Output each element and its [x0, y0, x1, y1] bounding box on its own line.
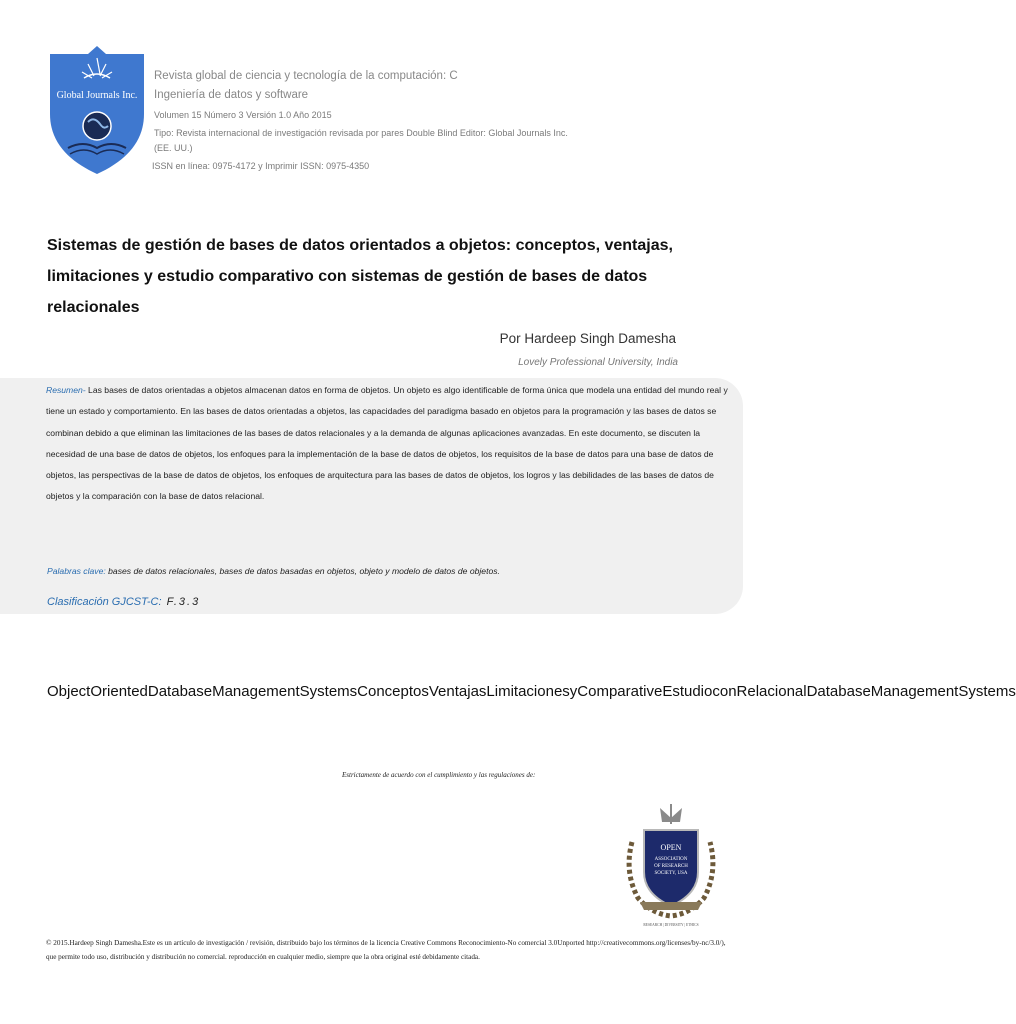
author-affiliation: Lovely Professional University, India [518, 357, 678, 368]
classification-value: F.3.3 [161, 596, 201, 608]
abstract-text: Las bases de datos orientadas a objetos almacenan datos en forma de objetos. Un objeto es algo identificable de forma única que modela una entidad del mundo real y tiene un estado y comportamiento. En las bases de datos orientadas a objetos, las capacidades del paradigma basado en objetos para la programación y las bases de datos se combinan debido a que eliminan las limitaciones de las bases de datos relacionales y a la demanda de algunas aplicaciones avanzadas. En este documento, se discuten la necesidad de una base de datos de objetos, los enfoques para la implementación de la base de datos de objetos, los requisitos de la base de datos para una base de datos de objetos, las perspectivas de la base de datos de objetos, los enfoques de arquitectura para las bases de datos de objetos, los logros y las debilidades de las bases de datos de objetos y la comparación con la base de datos relacional. [46, 385, 728, 502]
classification [47, 596, 200, 608]
shield-logo-icon [48, 44, 146, 176]
abstract-label: Resumen- [46, 385, 86, 395]
seal-line4: SOCIETY, USA [654, 871, 688, 876]
seal-line3: OF RESEARCH [654, 864, 688, 869]
keywords [47, 566, 500, 576]
association-seal [618, 802, 724, 930]
seal-line2: ASSOCIATION [654, 857, 688, 862]
license-text: © 2015.Hardeep Singh Damesha.Este es un artículo de investigación / revisión, distribuido bajo los términos de la licencia Creative Commons Reconocimiento-No comercial 3.0Unported http://creativecommons.org/licenses/by-nc/3.0/), que permite todo uso, distribución y distribución no comercial. reproducción en cualquier medio, siempre que la obra original esté debidamente citada. [46, 939, 726, 961]
abstract [46, 380, 728, 508]
journal-name: Revista global de ciencia y tecnología de la computación: C [154, 70, 458, 82]
journal-section: Ingeniería de datos y software [154, 89, 309, 101]
author-name: Por Hardeep Singh Damesha [499, 331, 676, 346]
journal-type: Tipo: Revista internacional de investigación revisada por pares Double Blind Editor: Global Journals Inc. (EE. UU.) [154, 128, 568, 153]
seal-motto: RESEARCH | DIVERSITY | ETHICS [643, 923, 699, 927]
seal-icon [618, 802, 724, 930]
article-title: Sistemas de gestión de bases de datos orientados a objetos: conceptos, ventajas, limitaciones y estudio comparativo con sistemas de gestión de bases de datos relacionales [47, 237, 673, 316]
running-title: ObjectOrientedDatabaseManagementSystemsConceptosVentajasLimitacionesyComparativeEstudioconRelacionalDatabaseManagementSystems [47, 683, 1016, 700]
issn-info: ISSN en línea: 0975-4172 y Imprimir ISSN: 0975-4350 [152, 161, 370, 171]
classification-label: Clasificación GJCST-C: [47, 596, 162, 608]
volume-info: Volumen 15 Número 3 Versión 1.0 Año 2015 [154, 110, 332, 120]
logo-text: Global Journals Inc. [56, 90, 138, 101]
seal-line1: OPEN [660, 843, 682, 852]
keywords-label: Palabras clave: [47, 566, 106, 576]
compliance-note: Estrictamente de acuerdo con el cumplimiento y las regulaciones de: [342, 771, 536, 779]
journal-logo [48, 44, 146, 176]
keywords-text: bases de datos relacionales, bases de datos basadas en objetos, objeto y modelo de datos de objetos. [105, 566, 500, 576]
